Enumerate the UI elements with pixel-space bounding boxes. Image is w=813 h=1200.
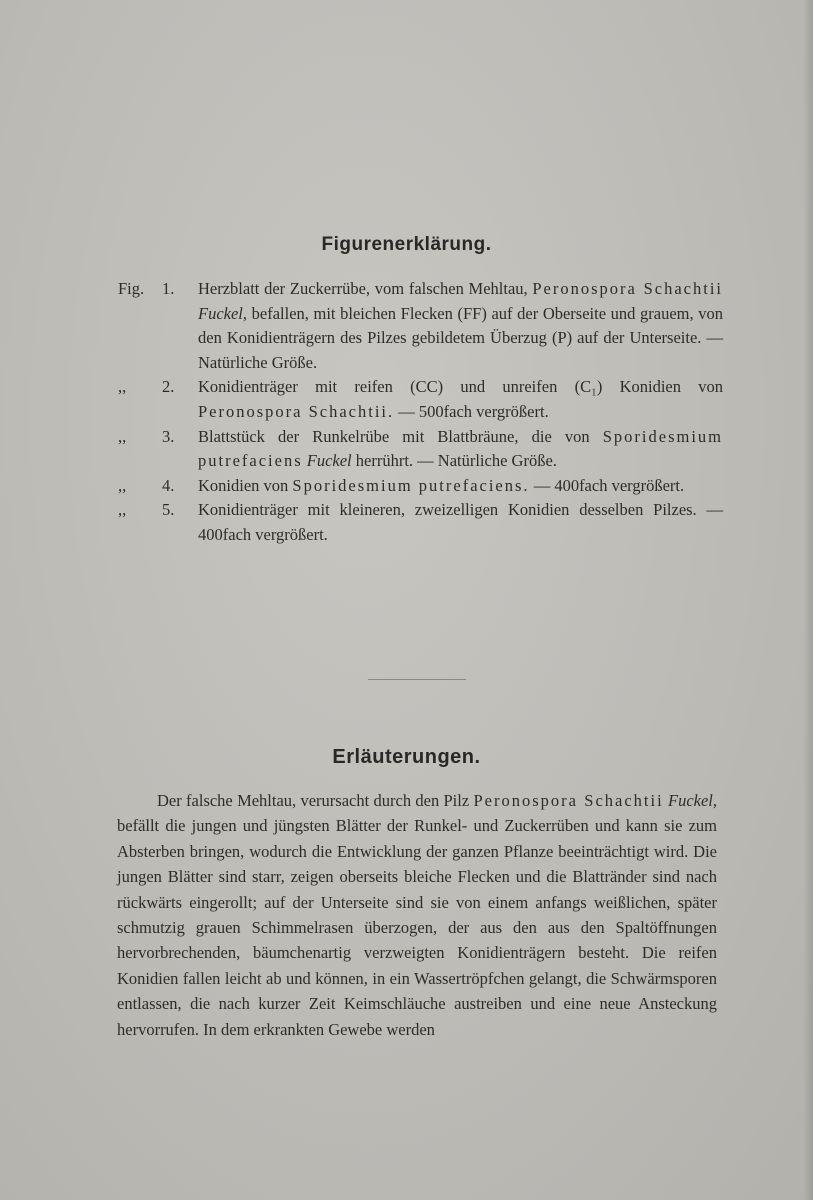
figure-number: 5. <box>162 500 175 520</box>
text-run: herrührt. — Natürliche Größe. <box>351 451 557 471</box>
section-title: Erläuterungen. <box>332 746 481 768</box>
italic-text: Fuckel, <box>668 791 718 810</box>
figure-entry <box>118 474 723 499</box>
text-run: Konidien von <box>198 475 293 495</box>
text-run: befällt die jungen und jüngsten Blätter der Runkel- und Zuckerrüben und kann sie zum Absterben bringen, wodurch die Entwicklung der ganzen Pflanze beeinträchtigt wird. Die jungen Blätter sind starr, zeigen oberseits bleiche Flecken und die Blattränder sind nach rückwärts eingerollt; auf der Unterseite sind sie von einem anfangs weißlichen, später schmutzig grauen Schimmelrasen überzogen, der aus den aus den Spaltöffnungen hervorbrechenden, bäumchenartig verzweigten Konidienträgern besteht. Die reifen Konidien fallen leicht ab und können, in ein Wassertröpfchen gelangt, die Schwärmsporen entlassen, die nach kurzer Zeit Keimschläuche austreiben und eine neue Ansteckung hervorrufen. In dem erkrankten Gewebe werden <box>117 816 717 1039</box>
text-run: befallen, mit bleichen Flecken (FF) auf der Oberseite und grauem, von den Konidienträgern des Pilzes gebildetem Überzug (P) auf der Unterseite. — Natürliche Größe. <box>198 303 723 372</box>
text-run: — 500fach vergrößert. <box>394 401 549 421</box>
figure-number: 1. <box>162 279 175 298</box>
section-divider <box>368 679 466 680</box>
text-run: — 400fach vergrößert. <box>529 475 685 495</box>
figure-caption <box>198 498 723 547</box>
page-edge-shadow <box>803 0 813 1200</box>
text-run: Konidienträger mit reifen (CC) und unreifen (C₁) Konidien von <box>198 377 723 397</box>
figure-caption <box>198 474 723 499</box>
text-run: Der falsche Mehltau, verursacht durch den Pilz <box>157 791 474 810</box>
spaced-text: Peronospora Schachtii <box>532 279 723 298</box>
figure-caption <box>198 375 723 424</box>
figure-legend-title: Figurenerklärung. <box>321 234 492 255</box>
figure-prefix: ,, <box>118 377 127 397</box>
spaced-text: Peronospora Schachtii <box>473 791 664 810</box>
figure-entry <box>118 375 723 424</box>
body-paragraph <box>117 788 717 1042</box>
spaced-text: Sporidesmium putrefaciens. <box>292 475 530 495</box>
figure-number: 3. <box>162 426 175 446</box>
text-run: Konidienträger mit kleineren, zweizelligen Konidien desselben Pilzes. — 400fach vergrößert. <box>198 500 723 544</box>
figure-number: 4. <box>162 475 175 495</box>
italic-text: Fuckel, <box>198 303 248 323</box>
text-run: Blattstück der Runkelrübe mit Blattbräune, die von <box>198 426 603 446</box>
text-run: Herzblatt der Zuckerrübe, vom falschen Mehltau, <box>198 279 533 298</box>
figure-caption <box>198 277 723 375</box>
figure-legend-list <box>118 277 723 548</box>
figure-prefix: Fig. <box>118 279 145 298</box>
spaced-text: Peronospora Schachtii. <box>198 401 395 421</box>
figure-caption <box>198 425 723 474</box>
figure-entry <box>118 498 723 547</box>
spaced-text: Sporidesmium putrefaciens <box>198 426 723 471</box>
figure-prefix: ,, <box>118 426 127 446</box>
figure-prefix: ,, <box>118 475 127 495</box>
figure-entry <box>118 425 723 474</box>
figure-prefix: ,, <box>118 500 127 520</box>
italic-text: Fuckel <box>306 451 352 471</box>
figure-number: 2. <box>162 377 175 397</box>
figure-entry <box>118 277 723 375</box>
